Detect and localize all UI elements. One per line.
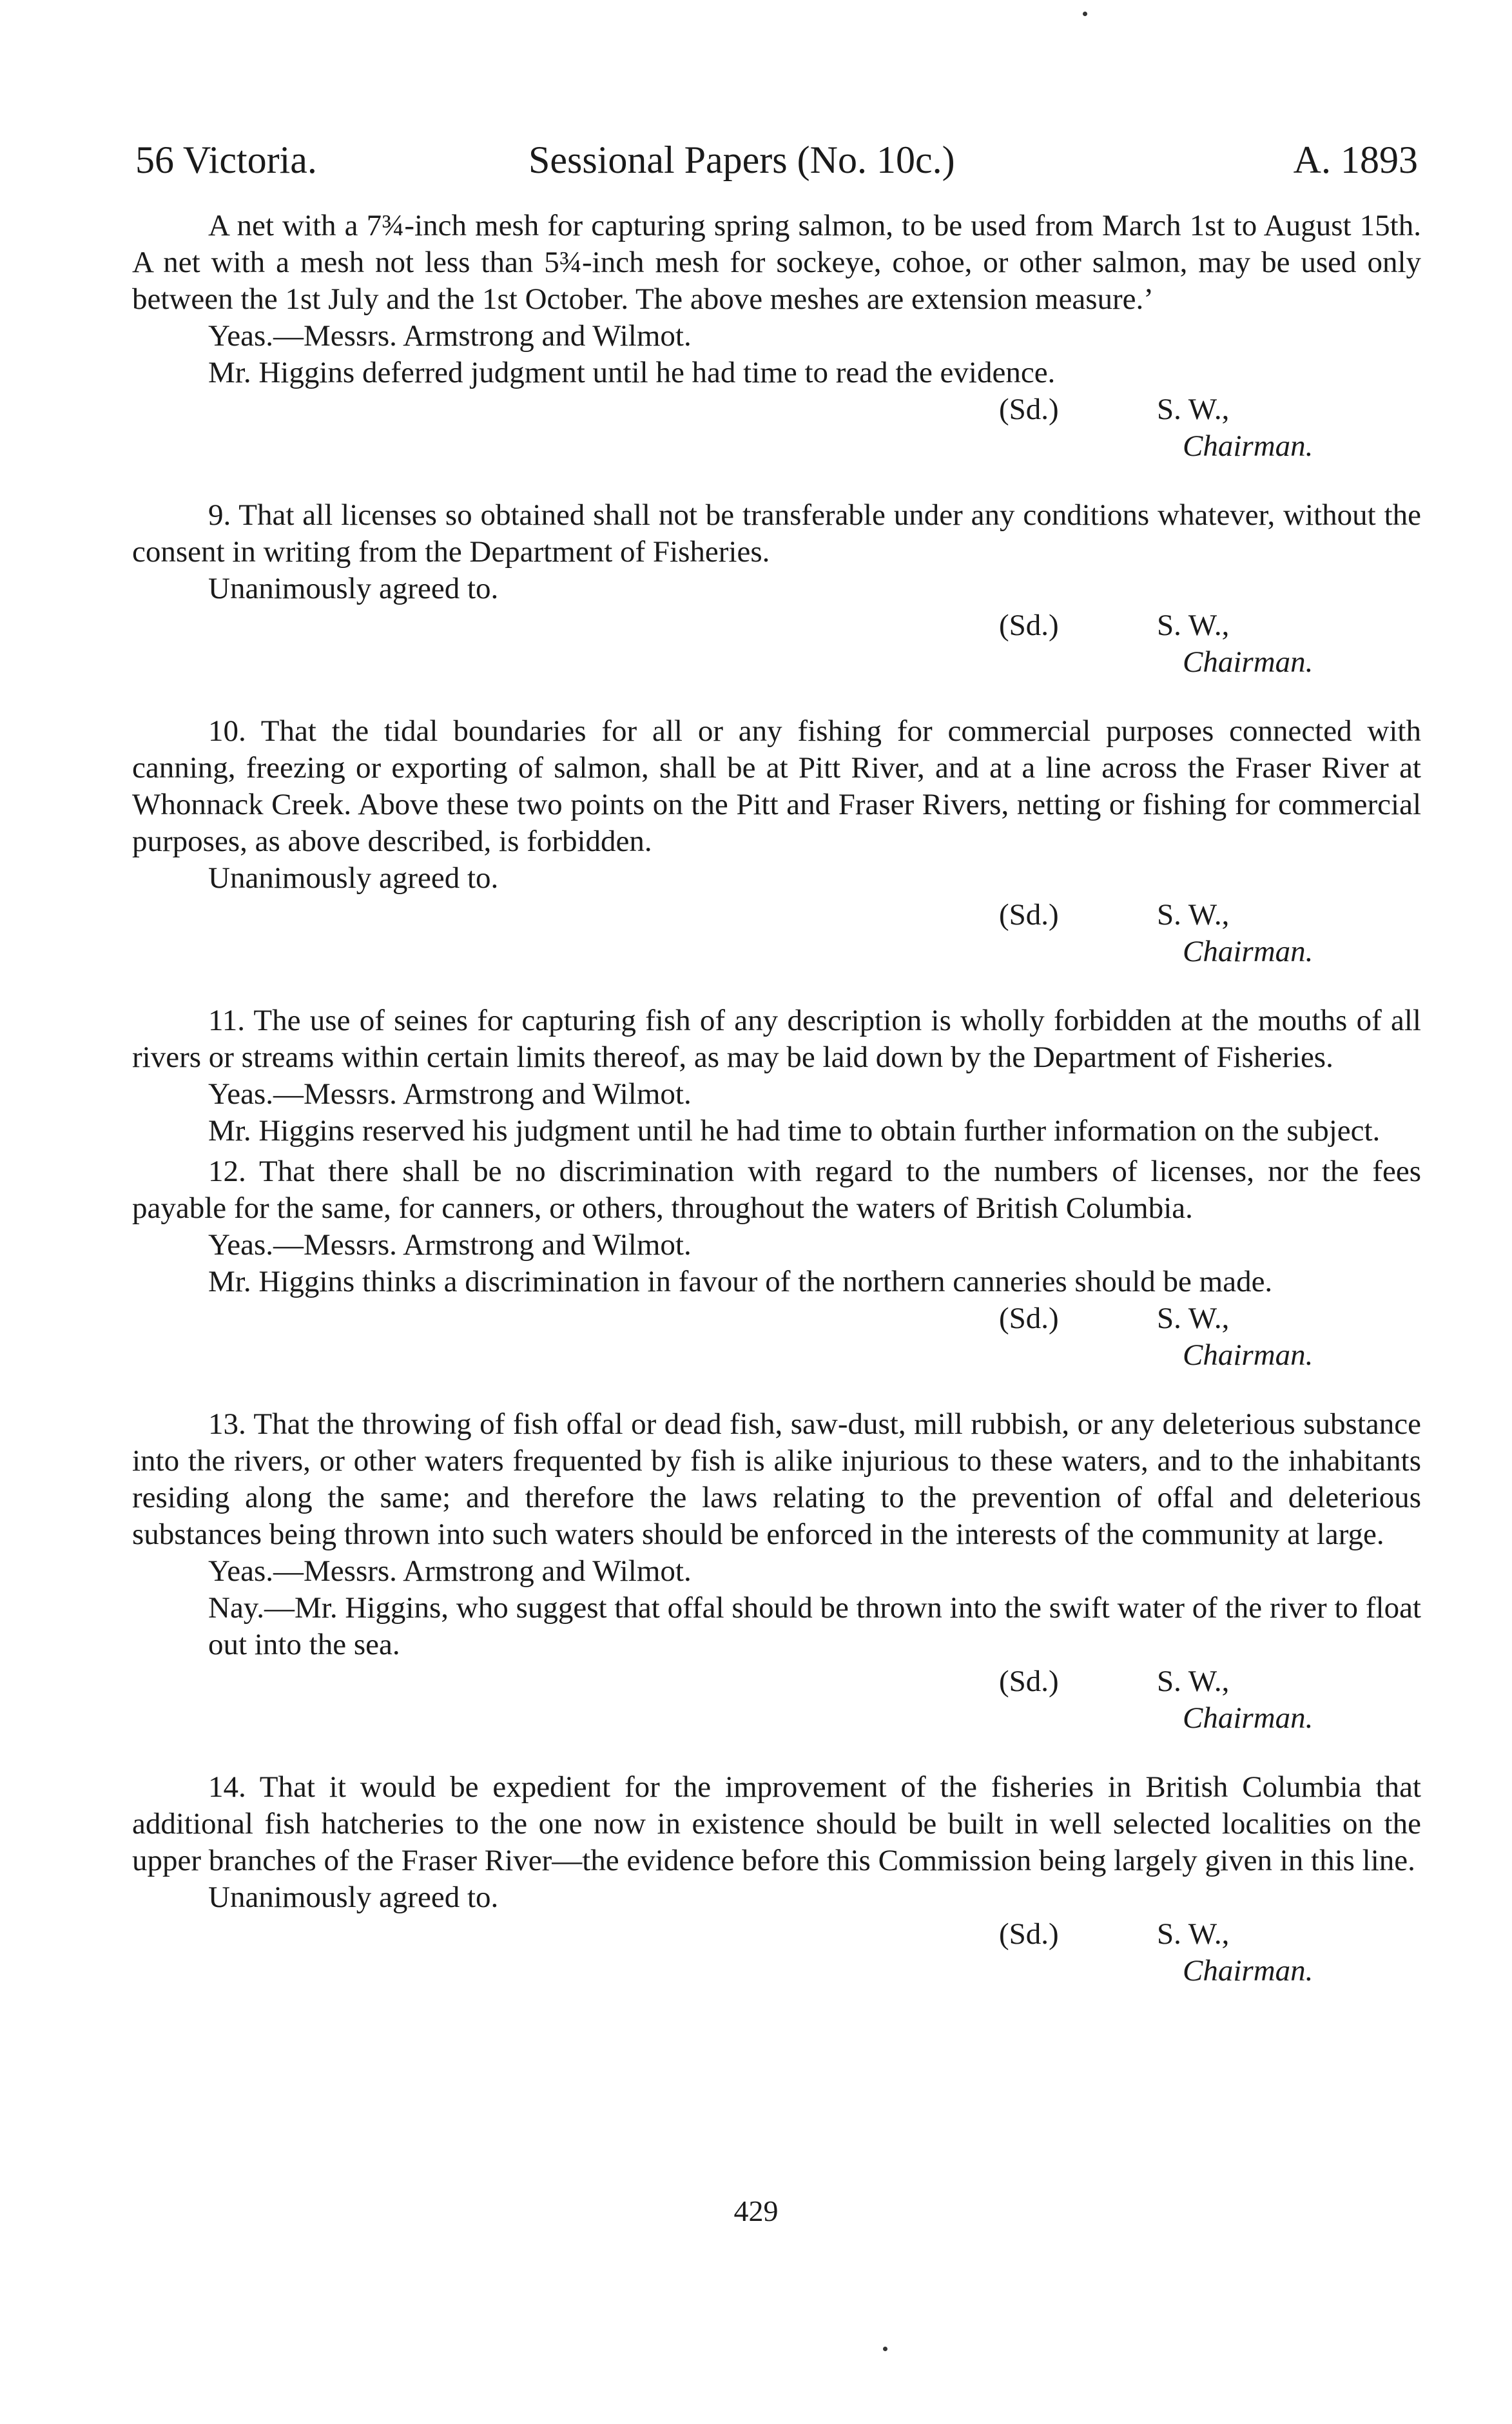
vote-yeas: Yeas.—Messrs. Armstrong and Wilmot.: [208, 319, 692, 353]
signature-name: S. W.,: [1157, 393, 1230, 426]
signature-block: [132, 897, 1421, 970]
signature-block: [132, 391, 1421, 465]
signature-title: Chairman.: [1183, 1338, 1313, 1372]
paragraph-10: 10. That the tidal boundaries for all or any fishing for commercial purposes connected with canning, freezing or exporting of salmon, shall be at Pitt River, and at a line across the Fraser River at Whonnack Creek. Above these two points on the Pitt and Fraser Rivers, netting or fishing for commercial purposes, as above described, is forbidden.: [132, 714, 1421, 858]
signature-sd: (Sd.): [999, 609, 1059, 642]
paragraph-14: 14. That it would be expedient for the improvement of the fisheries in British Columbia that additional fish hatcheries to the one now in existence should be built in well selected localities on the upper branches of the Fraser River—the evidence before this Commission being largely given in this line.: [132, 1770, 1421, 1877]
signature-title: Chairman.: [1183, 935, 1313, 968]
page-body: [132, 208, 1421, 1989]
page-number: 429: [733, 2194, 779, 2227]
signature-title: Chairman.: [1183, 429, 1313, 463]
higgins-note: Mr. Higgins reserved his judgment until he had time to obtain further information on the subject.: [208, 1114, 1381, 1148]
signature-name: S. W.,: [1157, 898, 1230, 932]
signature-name: S. W.,: [1157, 1302, 1230, 1335]
paragraph-12: 12. That there shall be no discrimination with regard to the numbers of licenses, nor the fees payable for the same, for canners, or others, throughout the waters of British Columbia.: [132, 1155, 1421, 1225]
vote-unanimous: Unanimously agreed to.: [208, 861, 499, 895]
paragraph-nets: A net with a 7¾-inch mesh for capturing spring salmon, to be used from March 1st to August 15th. A net with a mesh not less than 5¾-inch mesh for sockeye, cohoe, or other salmon, may be used only between the 1st July and the 1st October. The above meshes are extension measure.’: [132, 209, 1421, 316]
vote-unanimous: Unanimously agreed to.: [208, 1881, 499, 1914]
signature-name: S. W.,: [1157, 1917, 1230, 1951]
signature-sd: (Sd.): [999, 1917, 1059, 1951]
paragraph-13: 13. That the throwing of fish offal or dead fish, saw-dust, mill rubbish, or any deleterious substance into the rivers, or other waters frequented by fish is alike injurious to these waters, and to the inhabitants residing along the same; and therefore the laws relating to the prevention of offal and deleterious substances being thrown into such waters should be enforced in the interests of the community at large.: [132, 1407, 1421, 1551]
signature-name: S. W.,: [1157, 609, 1230, 642]
signature-block: [132, 1916, 1421, 1989]
signature-title: Chairman.: [1183, 1701, 1313, 1735]
signature-title: Chairman.: [1183, 645, 1313, 679]
print-speck: [1083, 12, 1087, 16]
header-session: 56 Victoria.: [135, 139, 317, 181]
higgins-note: Mr. Higgins deferred judgment until he had time to read the evidence.: [208, 356, 1056, 389]
vote-yeas: Yeas.—Messrs. Armstrong and Wilmot.: [208, 1077, 692, 1111]
paragraph-9: 9. That all licenses so obtained shall not be transferable under any conditions whatever, without the consent in writing from the Department of Fisheries.: [132, 498, 1421, 569]
signature-sd: (Sd.): [999, 1665, 1059, 1698]
signature-sd: (Sd.): [999, 1302, 1059, 1335]
signature-block: [132, 1663, 1421, 1737]
signature-sd: (Sd.): [999, 898, 1059, 932]
page-header: [135, 134, 1418, 186]
header-title: Sessional Papers (No. 10c.): [528, 139, 955, 181]
signature-title: Chairman.: [1183, 1954, 1313, 1988]
signature-name: S. W.,: [1157, 1665, 1230, 1698]
vote-yeas: Yeas.—Messrs. Armstrong and Wilmot.: [208, 1228, 692, 1262]
vote-unanimous: Unanimously agreed to.: [208, 572, 499, 605]
vote-yeas: Yeas.—Messrs. Armstrong and Wilmot.: [208, 1554, 692, 1588]
header-year: A. 1893: [1293, 139, 1418, 181]
signature-block: [132, 607, 1421, 681]
higgins-note: Mr. Higgins thinks a discrimination in favour of the northern canneries should be made.: [208, 1265, 1273, 1298]
signature-block: [132, 1300, 1421, 1374]
print-speck: [883, 2347, 887, 2351]
vote-nay: Nay.—Mr. Higgins, who suggest that offal should be thrown into the swift water of the river to float out into the sea.: [208, 1591, 1421, 1661]
paragraph-11: 11. The use of seines for capturing fish of any description is wholly forbidden at the mouths of all rivers or streams within certain limits thereof, as may be laid down by the Department of Fisheries.: [132, 1004, 1421, 1074]
signature-sd: (Sd.): [999, 393, 1059, 426]
